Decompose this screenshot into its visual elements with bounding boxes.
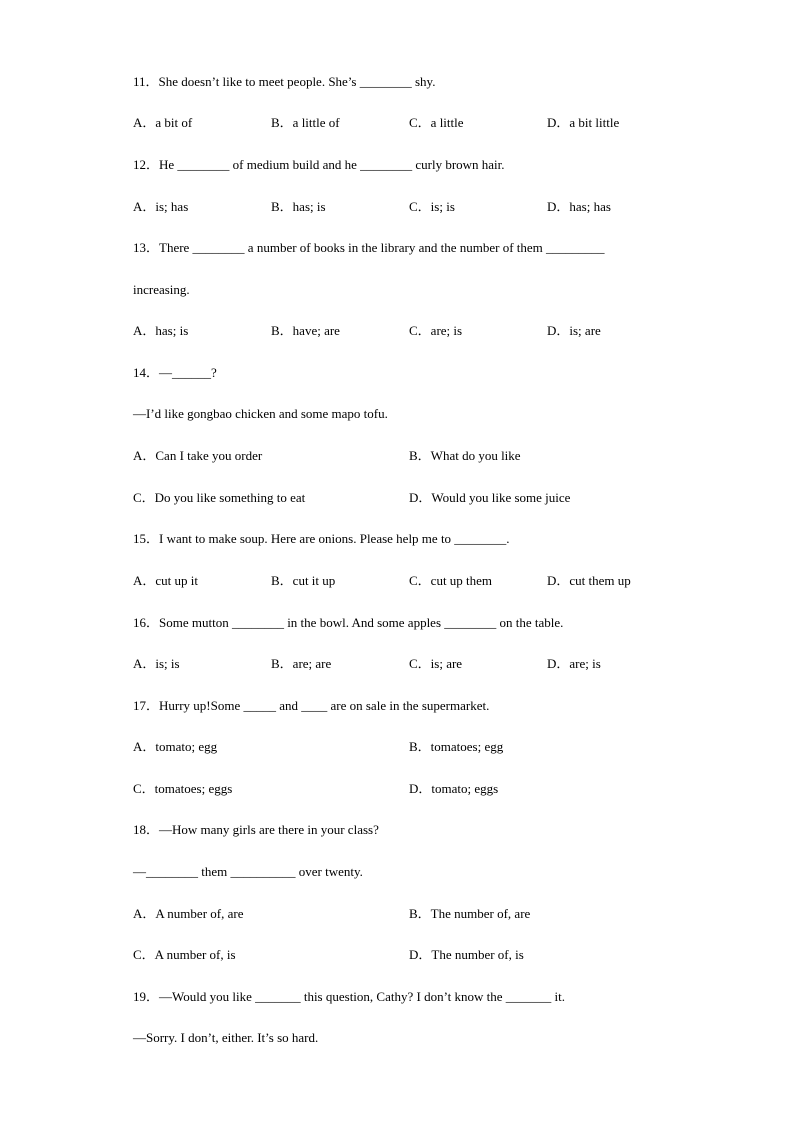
question-18-stem: 18．—How many girls are there in your class?: [133, 822, 379, 837]
question-13-stem-continuation: increasing.: [133, 282, 190, 297]
question-14-reply: —I’d like gongbao chicken and some mapo tofu.: [133, 406, 388, 421]
question-14-option-c: C．Do you like something to eat: [133, 490, 306, 505]
question-14-option-a: A．Can I take you order: [133, 448, 263, 463]
question-13-option-c: C．are; is: [409, 323, 463, 338]
question-11-option-a: A．a bit of: [133, 115, 193, 130]
question-11-option-b: B．a little of: [271, 115, 340, 130]
question-17-option-b: B．tomatoes; egg: [409, 739, 504, 754]
question-18-option-b: B．The number of, are: [409, 906, 531, 921]
question-14-option-d: D．Would you like some juice: [409, 490, 571, 505]
question-16-option-a: A．is; is: [133, 656, 180, 671]
question-12-stem: 12．He ________ of medium build and he ________ curly brown hair.: [133, 157, 505, 172]
question-15-stem: 15．I want to make soup. Here are onions. Please help me to ________.: [133, 531, 510, 546]
question-16-option-b: B．are; are: [271, 656, 332, 671]
question-17-option-d: D．tomato; eggs: [409, 781, 499, 796]
question-13-option-b: B．have; are: [271, 323, 340, 338]
question-17-option-c: C．tomatoes; eggs: [133, 781, 233, 796]
question-18-option-c: C．A number of, is: [133, 947, 236, 962]
question-15-option-c: C．cut up them: [409, 573, 493, 588]
question-19-stem: 19．—Would you like _______ this question, Cathy? I don’t know the _______ it.: [133, 989, 566, 1004]
question-14-option-b: B．What do you like: [409, 448, 521, 463]
question-15-option-a: A．cut up it: [133, 573, 198, 588]
question-11-stem: 11．She doesn’t like to meet people. She’s ________ shy.: [133, 74, 436, 89]
question-15-option-b: B．cut it up: [271, 573, 336, 588]
question-12-option-d: D．has; has: [547, 199, 611, 214]
question-11-option-c: C．a little: [409, 115, 464, 130]
question-16-option-c: C．is; are: [409, 656, 463, 671]
question-17-option-a: A．tomato; egg: [133, 739, 218, 754]
question-17-stem: 17．Hurry up!Some _____ and ____ are on sale in the supermarket.: [133, 698, 490, 713]
question-18-option-d: D．The number of, is: [409, 947, 524, 962]
question-11-option-d: D．a bit little: [547, 115, 620, 130]
question-14-stem: 14．—______?: [133, 365, 217, 380]
question-12-option-c: C．is; is: [409, 199, 455, 214]
question-13-stem: 13．There ________ a number of books in the library and the number of them _________: [133, 240, 605, 255]
question-16-stem: 16．Some mutton ________ in the bowl. And some apples ________ on the table.: [133, 615, 564, 630]
question-13-option-a: A．has; is: [133, 323, 189, 338]
question-19-reply: —Sorry. I don’t, either. It’s so hard.: [133, 1030, 319, 1045]
question-13-option-d: D．is; are: [547, 323, 601, 338]
question-15-option-d: D．cut them up: [547, 573, 631, 588]
question-18-option-a: A．A number of, are: [133, 906, 244, 921]
question-16-option-d: D．are; is: [547, 656, 601, 671]
question-12-option-a: A．is; has: [133, 199, 189, 214]
question-12-option-b: B．has; is: [271, 199, 326, 214]
question-18-reply: —________ them __________ over twenty.: [133, 864, 363, 879]
